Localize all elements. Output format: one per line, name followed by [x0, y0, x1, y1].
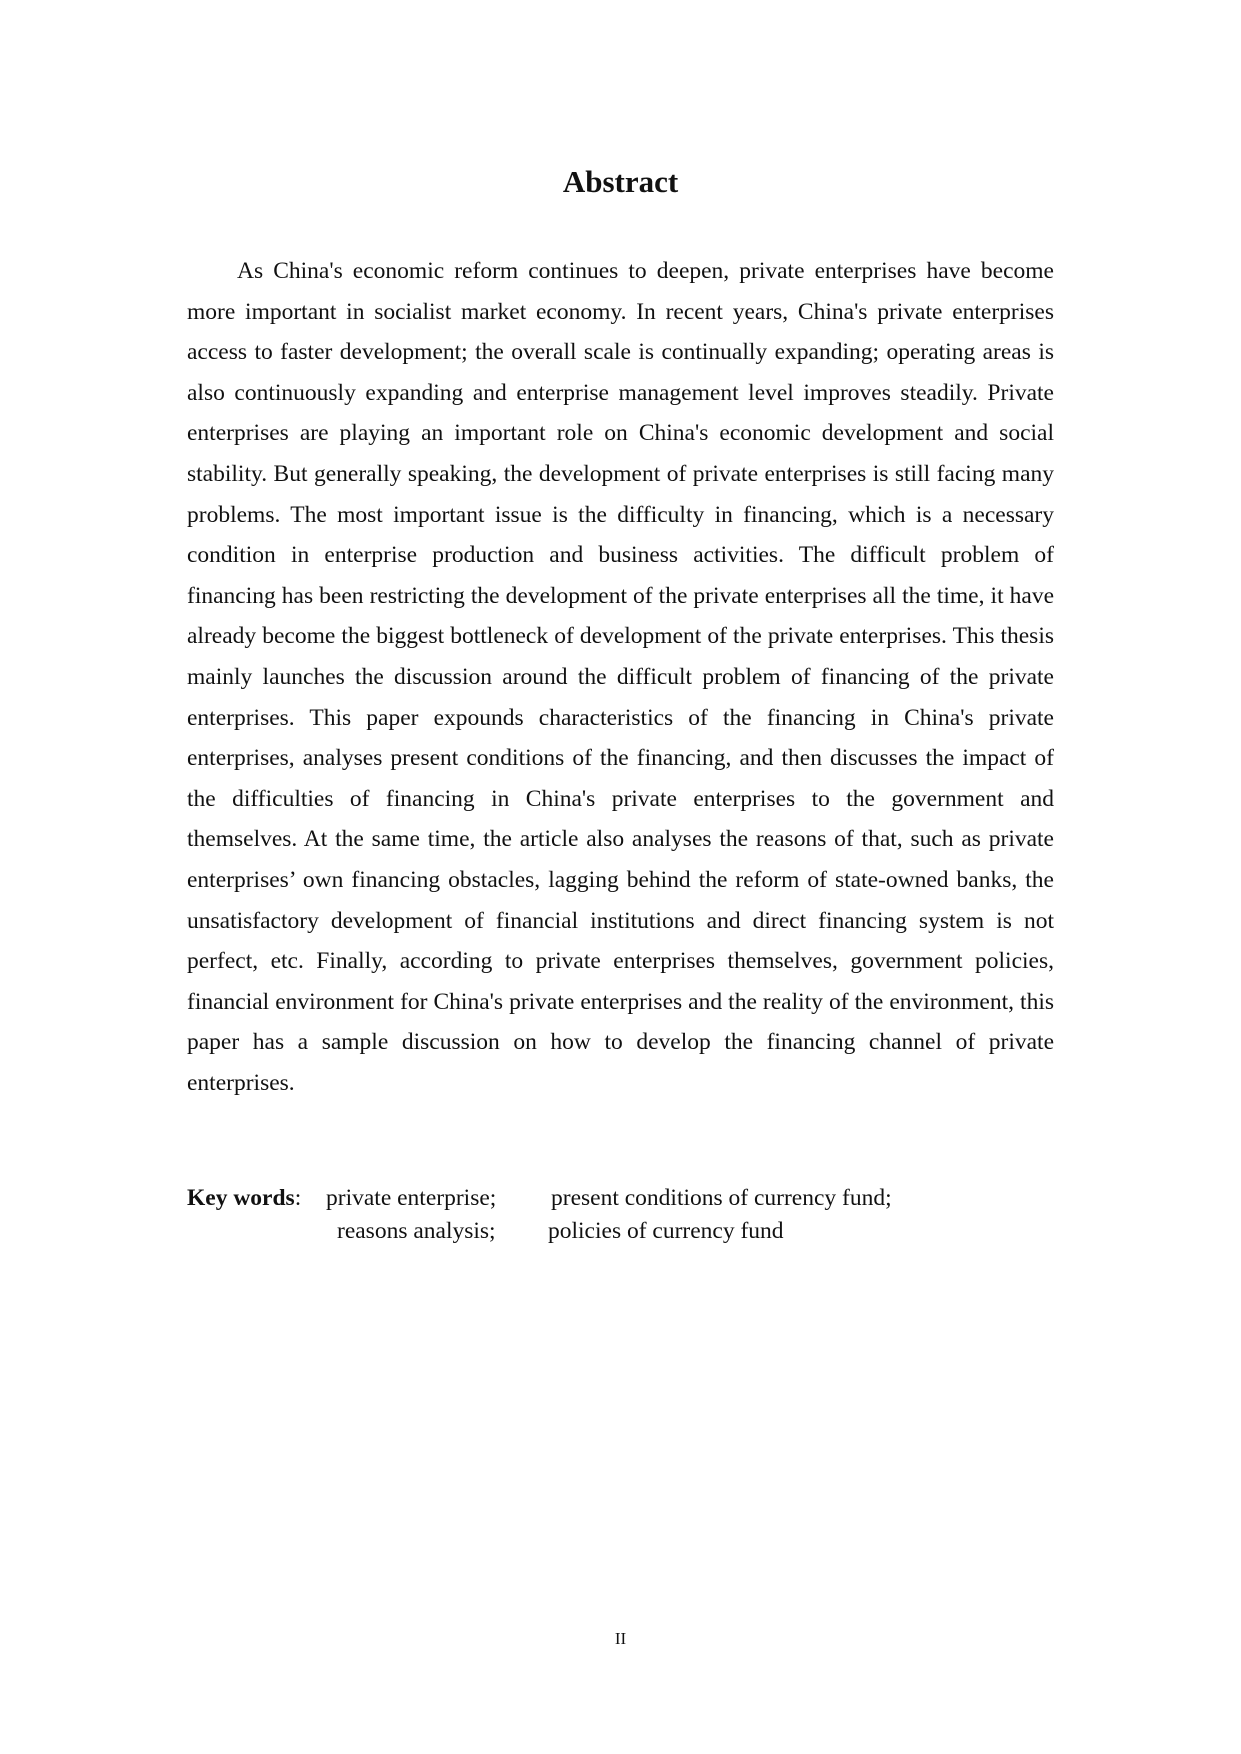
keywords-row-1	[187, 1182, 1054, 1215]
keywords-row-2	[187, 1215, 1054, 1248]
keyword-item: present conditions of currency fund;	[551, 1185, 892, 1211]
abstract-title: Abstract	[562, 164, 679, 199]
keyword-item: reasons analysis;	[337, 1218, 496, 1244]
abstract-paragraph: As China's economic reform continues to deepen, private enterprises have become more important in socialist market economy. In recent years, China's private enterprises access to faster development; the overall scale is continually expanding; operating areas is also continuously expanding and enterprise management level improves steadily. Private enterprises are playing an important role on China's economic development and social stability. But generally speaking, the development of private enterprises is still facing many problems. The most important issue is the difficulty in financing, which is a necessary condition in enterprise production and business activities. The difficult problem of financing has been restricting the development of the private enterprises all the time, it have already become the biggest bottleneck of development of the private enterprises. This thesis mainly launches the discussion around the difficult problem of financing of the private enterprises. This paper expounds characteristics of the financing in China's private enterprises, analyses present conditions of the financing, and then discusses the impact of the difficulties of financing in China's private enterprises to the government and themselves. At the same time, the article also analyses the reasons of that, such as private enterprises’ own financing obstacles, lagging behind the reform of state-owned banks, the unsatisfactory development of financial institutions and direct financing system is not perfect, etc. Finally, according to private enterprises themselves, government policies, financial environment for China's private enterprises and the reality of the environment, this paper has a sample discussion on how to develop the financing channel of private enterprises.	[187, 258, 1054, 1096]
keywords-separator: :	[294, 1185, 302, 1211]
keyword-item: private enterprise;	[326, 1185, 497, 1211]
keywords-label-group	[187, 1182, 301, 1215]
page-number: II	[614, 1629, 627, 1648]
keywords-label: Key words	[187, 1185, 295, 1211]
keywords-section	[187, 1182, 1054, 1248]
keyword-item: policies of currency fund	[548, 1218, 784, 1244]
